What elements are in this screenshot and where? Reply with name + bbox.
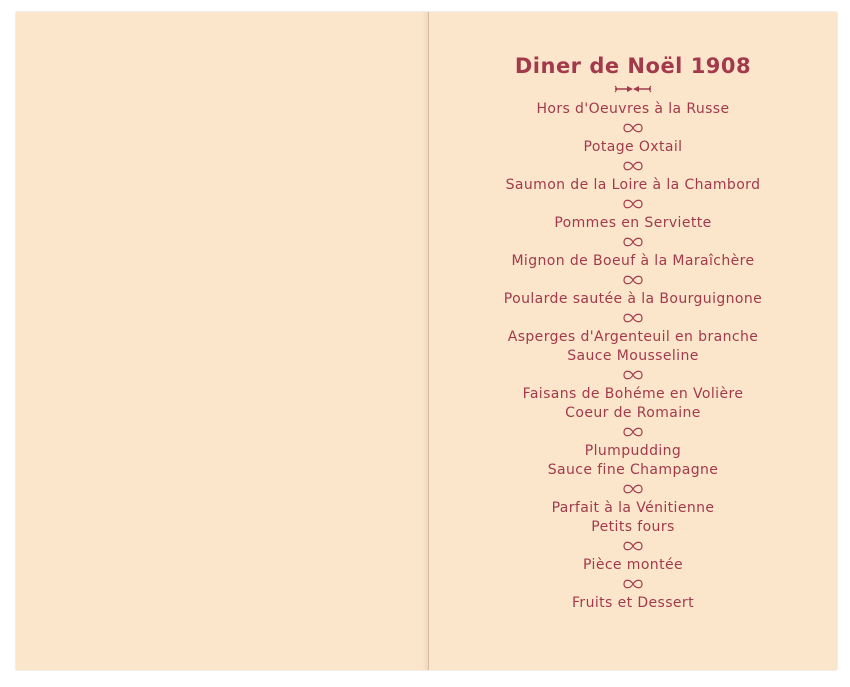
knot-ornament-icon [622, 119, 644, 138]
left-page [16, 12, 429, 670]
course-line: Coeur de Romaine [565, 405, 701, 421]
course-line: Asperges d'Argenteuil en branche [507, 329, 759, 345]
course-item [429, 556, 837, 575]
course-item [429, 138, 837, 157]
knot-ornament-icon [622, 366, 644, 385]
right-page [429, 12, 837, 670]
knot-ornament-icon [622, 480, 644, 499]
course-line: Saumon de la Loire à la Chambord [505, 177, 761, 193]
knot-ornament-icon [622, 233, 644, 252]
course-line: Plumpudding [584, 443, 682, 459]
menu [429, 52, 837, 613]
knot-ornament-icon [622, 575, 644, 594]
course-line: Pommes en Serviette [554, 215, 712, 231]
course-line: Hors d'Oeuvres à la Russe [536, 101, 730, 117]
knot-ornament-icon [622, 271, 644, 290]
course-line: Poularde sautée à la Bourguignone [503, 291, 763, 307]
course-line: Petits fours [591, 519, 675, 535]
knot-ornament-icon [622, 423, 644, 442]
knot-ornament-icon [622, 195, 644, 214]
course-item [429, 214, 837, 233]
course-line: Potage Oxtail [583, 139, 683, 155]
course-line: Fruits et Dessert [572, 595, 694, 611]
course-item [429, 176, 837, 195]
course-item [429, 100, 837, 119]
course-item [429, 594, 837, 613]
scroll-ornament-icon [613, 84, 653, 94]
course-item [429, 290, 837, 309]
course-item [429, 499, 837, 537]
course-line: Parfait à la Vénitienne [551, 500, 715, 516]
course-line: Mignon de Boeuf à la Maraîchère [511, 253, 755, 269]
course-item [429, 442, 837, 480]
knot-ornament-icon [622, 309, 644, 328]
course-item [429, 385, 837, 423]
course-line: Faisans de Bohéme en Volière [522, 386, 744, 402]
course-line: Pièce montée [583, 557, 683, 573]
knot-ornament-icon [622, 157, 644, 176]
knot-ornament-icon [622, 537, 644, 556]
course-list [429, 100, 837, 613]
course-item [429, 252, 837, 271]
course-line: Sauce fine Champagne [547, 462, 719, 478]
course-item [429, 328, 837, 366]
course-line: Sauce Mousseline [567, 348, 699, 364]
menu-title: Diner de Noël 1908 [514, 54, 752, 78]
